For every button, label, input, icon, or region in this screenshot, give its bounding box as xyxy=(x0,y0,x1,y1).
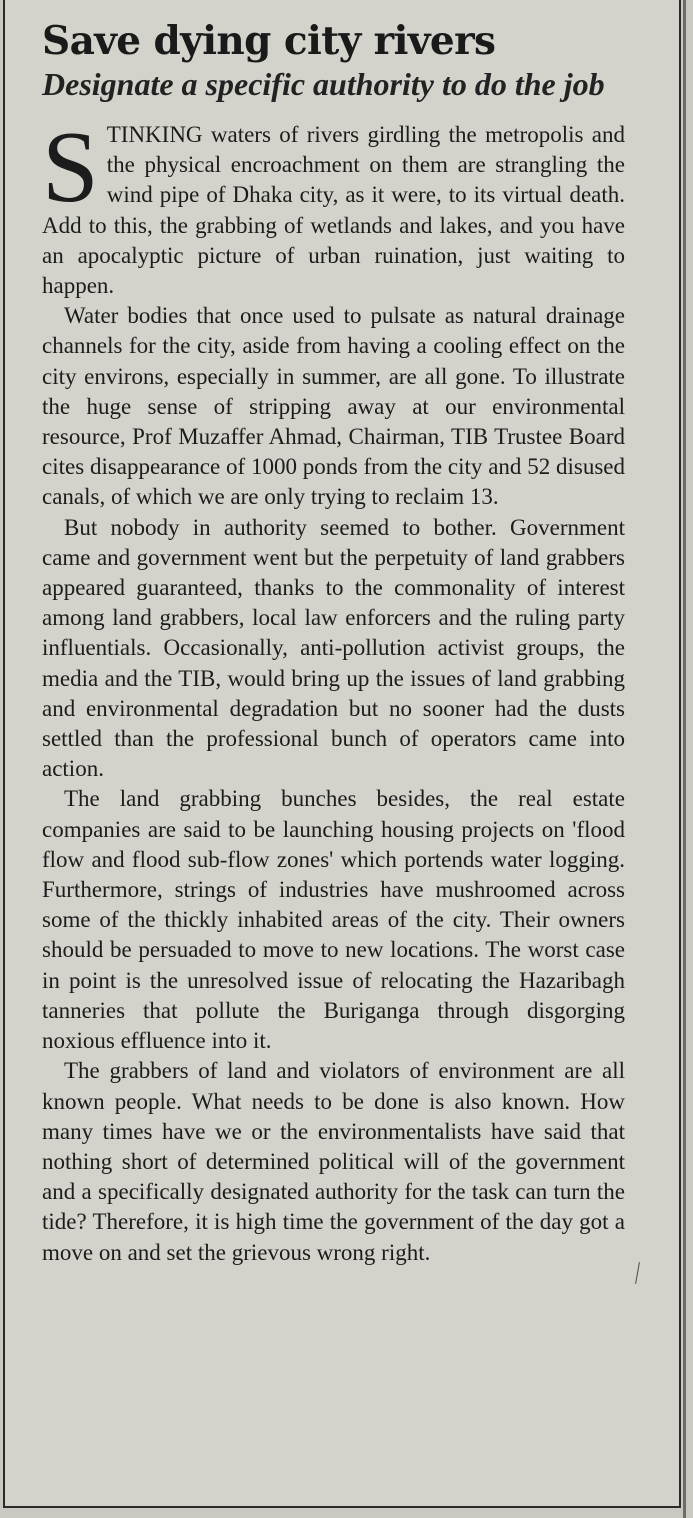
paragraph-1 xyxy=(42,111,625,301)
paragraph-3: But nobody in authority seemed to bother. Government came and government went but the perpetuity of land grabbers appeared guaranteed, thanks to the commonality of interest among land grabbers, local law enforcers and the ruling party influentials. Occasionally, anti-pollution activist groups, the media and the TIB, would bring up the issues of land grabbing and environmental degradation but no sooner had the dusts settled than the professional bunch of operators came into action. xyxy=(42,514,625,782)
editorial-article xyxy=(42,18,625,1268)
paragraph-1-text: waters of rivers girdling the metropolis and the physical encroachment on them are strangling the wind pipe of Dhaka city, as it were, to its virtual death. Add to this, the grabbing of wetlands and lakes, and you have an apocalyptic picture of urban ruination, just waiting to happen. xyxy=(42,122,625,299)
clipping-edge-line xyxy=(683,0,686,1518)
paragraph-5: The grabbers of land and violators of environment are all known people. What needs to be done is also known. How many times have we or the environmentalists have said that nothing short of determined political will of the government and a specifically designated authority for the task can turn the tide? Therefore, it is high time the government of the day got a move on and set the grievous wrong right. xyxy=(42,1058,625,1265)
drop-cap: S xyxy=(42,111,99,224)
paragraph-4: The land grabbing bunches besides, the real estate companies are said to be launching housing projects on 'flood flow and flood sub-flow zones' which portends water logging. Furthermore, strings of industries have mushroomed across some of the thickly inhabited areas of the city. Their owners should be persuaded to move to new locations. The worst case in point is the unresolved issue of relocating the Hazaribagh tanneries that pollute the Buriganga through disgorging noxious effluence into it. xyxy=(42,786,625,1054)
lead-in: TINKING xyxy=(106,122,203,147)
paragraph-2: Water bodies that once used to pulsate as natural drainage channels for the city, aside from having a cooling effect on the city environs, especially in summer, are all gone. To illustrate the huge sense of stripping away at our environmental resource, Prof Muzaffer Ahmad, Chairman, TIB Trustee Board cites disappearance of 1000 ponds from the city and 52 disused canals, of which we are only trying to reclaim 13. xyxy=(42,303,625,510)
subheadline: Designate a specific authority to do the job xyxy=(42,66,605,102)
headline: Save dying city rivers xyxy=(42,18,496,64)
